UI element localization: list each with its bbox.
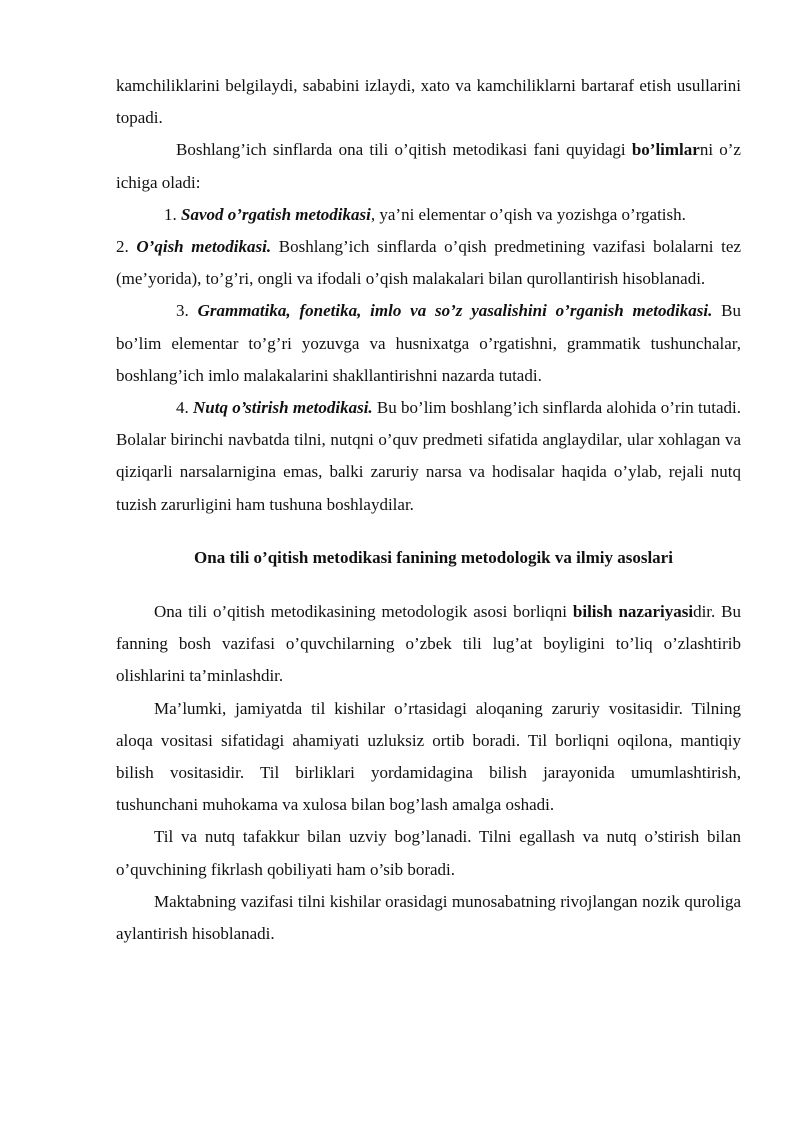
list-number: 4. xyxy=(176,398,194,418)
list-number: 1. xyxy=(164,204,181,224)
list-number: 3. xyxy=(176,301,198,321)
paragraph-intro: kamchiliklarini belgilaydi, sababini izlaydi, xato va kamchiliklarni bartaraf etish usullarini topadi. xyxy=(116,76,741,128)
list-item-title: Nutq o’stirish metodikasi. xyxy=(193,398,373,418)
list-item-3 xyxy=(116,295,741,392)
text-run: Boshlang’ich sinflarda ona tili o’qitish metodikasi fani quyidagi xyxy=(176,140,632,160)
text-run: Ona tili o’qitish metodikasining metodologik asosi borliqni xyxy=(154,602,573,622)
bold-term: bilish nazariyasi xyxy=(572,602,694,622)
list-item-title: Grammatika, fonetika, imlo va so’z yasalishini o’rganish metodikasi. xyxy=(197,301,713,321)
document-body xyxy=(116,70,741,950)
list-item-title: O’qish metodikasi. xyxy=(136,237,272,257)
list-item-2 xyxy=(116,231,741,295)
text-run: dir. Bu fanning bosh vazifasi o’quvchilarning o’zbek tili lug’at boyligini to’liq o’zlashtirib olishlarini ta’minlashdir. xyxy=(116,602,741,686)
paragraph-methodology xyxy=(116,596,741,693)
section-heading: Ona tili o’qitish metodikasi fanining metodologik va ilmiy asoslari xyxy=(194,547,673,567)
bold-term: bo’limlar xyxy=(631,140,700,160)
paragraph-school-task: Maktabning vazifasi tilni kishilar orasidagi munosabatning rivojlangan nozik quroliga aylantirish hisoblanadi. xyxy=(116,891,741,944)
list-item-title: Savod o’rgatish metodikasi xyxy=(181,204,371,224)
list-item-4 xyxy=(116,392,741,521)
paragraph-thinking: Til va nutq tafakkur bilan uzviy bog’lanadi. Tilni egallash va nutq o’stirish bilan o’quvchining fikrlash qobiliyati ham o’sib boradi. xyxy=(116,827,741,879)
list-number: 2. xyxy=(116,237,137,257)
text-run: ni o’z ichiga oladi: xyxy=(116,140,741,192)
list-item-text: Boshlang’ich sinflarda o’qish predmetining vazifasi bolalarni tez (me’yorida), to’g’ri, ongli va ifodali o’qish malakalari bilan qurollantirish hisoblanadi. xyxy=(116,237,741,289)
list-item-text: Bu bo’lim boshlang’ich sinflarda alohida o’rin tutadi. Bolalar birinchi navbatda tilni, nutqni o’quv predmeti sifatida anglaydilar, ular xohlagan va qiziqarli narsalarnigina emas, balki zaruriy narsa va hodisalar haqida o’ylab, rejali nutq tuzish zarurligini ham tushuna boshlaydilar. xyxy=(116,398,741,514)
list-item-text: , ya’ni elementar o’qish va yozishga o’rgatish. xyxy=(370,204,686,224)
paragraph-language-role: Ma’lumki, jamiyatda til kishilar o’rtasidagi aloqaning zaruriy vositasidir. Tilning aloqa vositasi sifatidagi ahamiyati uzluksiz ortib boradi. Til borliqni oqilona, mantiqiy bilish vositasidir. Til birliklari yordamidagina bilish jarayonida umumlashtirish, tushunchani muhokama va xulosa bilan bog’lash amalga oshadi. xyxy=(116,698,741,815)
list-item-1 xyxy=(116,199,741,231)
paragraph-sections-intro xyxy=(116,134,741,198)
list-item-text: Bu bo’lim elementar to’g’ri yozuvga va husnixatga o’rgatishni, grammatik tushunchalar, boshlang’ich imlo malakalarini shakllantirishni nazarda tutadi. xyxy=(116,301,741,385)
